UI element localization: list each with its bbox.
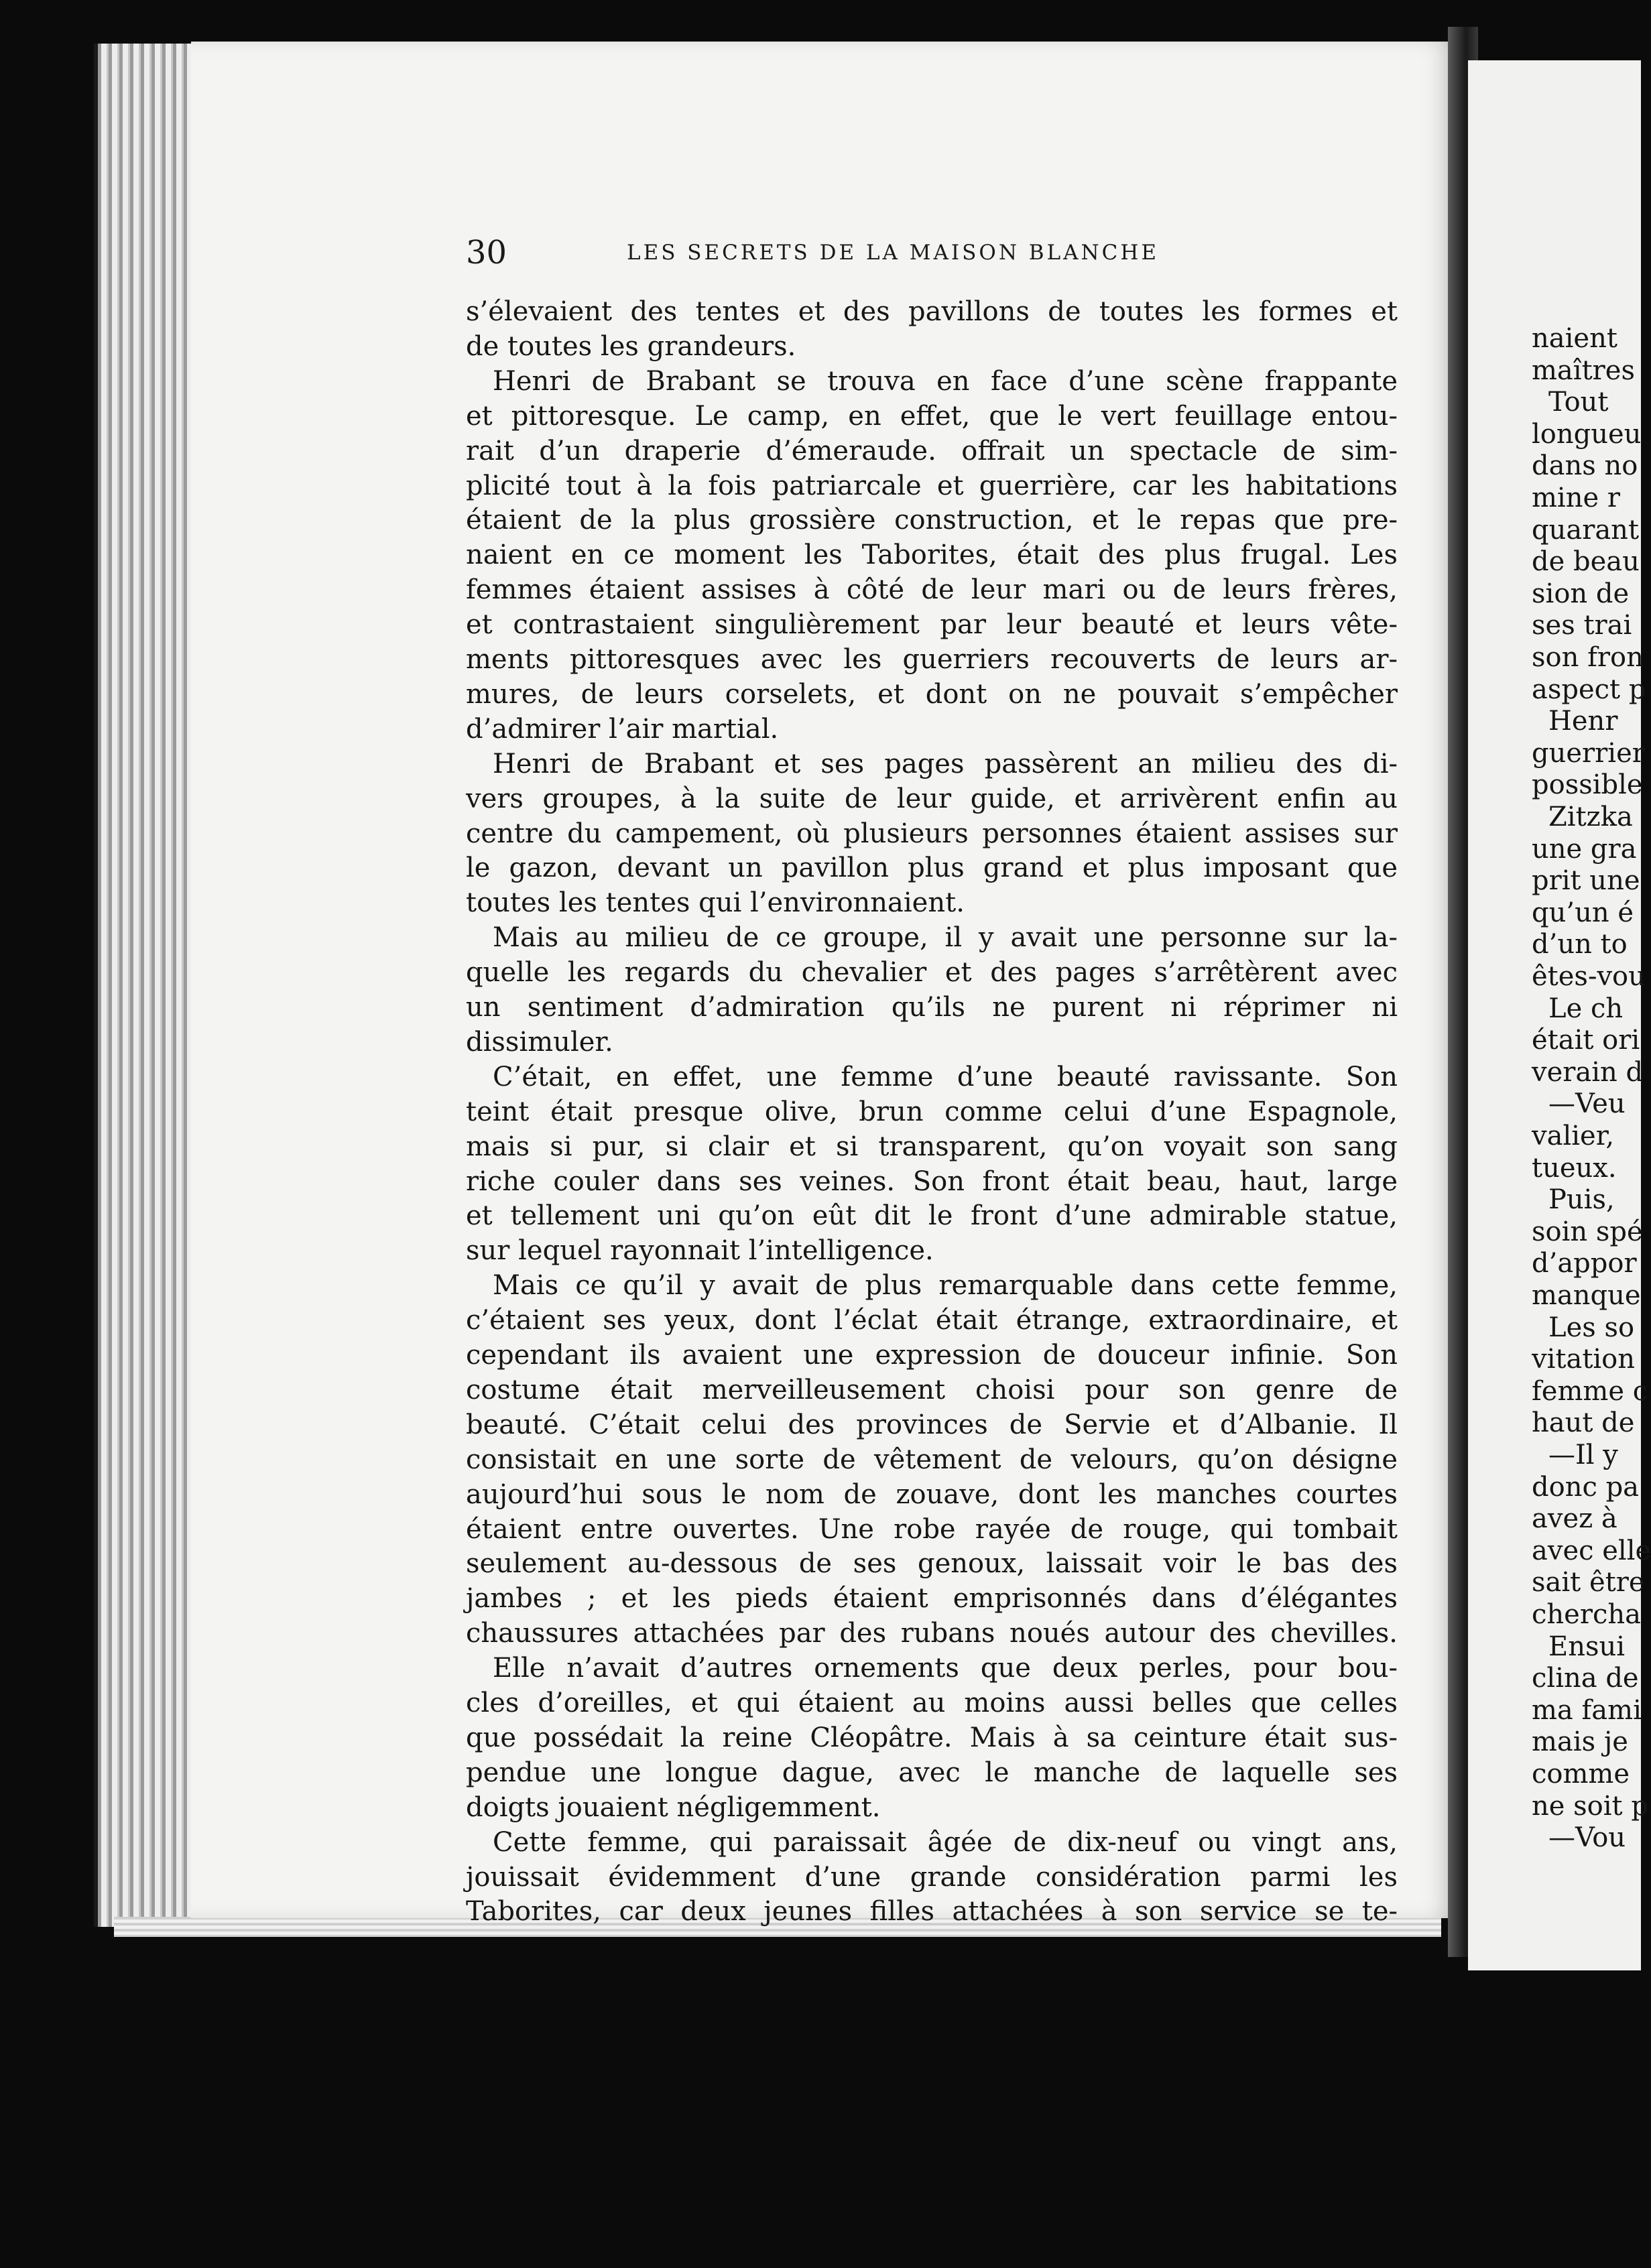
right-page-line: de beau <box>1532 546 1640 578</box>
text-line: consistait en une sorte de vêtement de velours, qu’on désigne <box>466 1444 1398 1475</box>
right-page-line: Ensui <box>1548 1631 1626 1662</box>
right-page-line: mine r <box>1532 483 1620 513</box>
right-page-line: aspect p <box>1532 674 1646 705</box>
right-page-line: donc pa <box>1532 1471 1640 1503</box>
right-page-line: longueu <box>1532 418 1642 450</box>
text-line: costume était merveilleusement choisi pour son genre de <box>466 1374 1398 1405</box>
right-page-line: quarant <box>1532 514 1640 546</box>
text-line: centre du campement, où plusieurs personnes étaient assises sur <box>466 818 1398 849</box>
right-page-line: Tout <box>1548 387 1609 418</box>
text-line: le gazon, devant un pavillon plus grand et plus imposant que <box>466 853 1398 884</box>
text-line: rait d’un draperie d’émeraude. offrait un spectacle de sim- <box>466 435 1398 466</box>
right-page-line: était ori <box>1532 1025 1640 1056</box>
right-page-line: son fron <box>1532 642 1644 673</box>
right-page-line: ne soit p <box>1532 1790 1648 1822</box>
right-page-line: comme <box>1532 1759 1630 1789</box>
right-page-line: sait être <box>1532 1567 1645 1598</box>
text-line: et pittoresque. Le camp, en effet, que le vert feuillage entou- <box>466 400 1398 432</box>
right-page-line: valier, <box>1532 1121 1615 1151</box>
text-line: s’élevaient des tentes et des pavillons de toutes les formes et <box>466 296 1398 327</box>
text-line: aujourd’hui sous le nom de zouave, dont les manches courtes <box>466 1478 1398 1510</box>
text-line: mais si pur, si clair et si transparent, qu’on voyait son sang <box>466 1131 1398 1162</box>
right-page-line: avez à <box>1532 1503 1617 1535</box>
right-page-line: —Veu <box>1548 1088 1626 1120</box>
text-line: C’était, en effet, une femme d’une beauté ravissante. Son <box>493 1061 1398 1092</box>
text-line: cependant ils avaient une expression de douceur infinie. Son <box>466 1340 1398 1371</box>
right-page-line: femme c <box>1532 1375 1648 1407</box>
right-page-line: une gra <box>1532 833 1637 865</box>
text-line: de toutes les grandeurs. <box>466 330 796 362</box>
text-line: jouissait évidemment d’une grande considération parmi les <box>466 1861 1398 1893</box>
text-line: ments pittoresques avec les guerriers recouverts de leurs ar- <box>466 644 1398 675</box>
right-page-line: manque <box>1532 1280 1641 1311</box>
text-line: Mais ce qu’il y avait de plus remarquable dans cette femme, <box>493 1270 1398 1302</box>
right-page-line: Henr <box>1548 706 1618 737</box>
right-page-line: sion de <box>1532 578 1630 609</box>
text-line: Taborites, car deux jeunes filles attachées à son service se te- <box>466 1896 1398 1928</box>
running-head: LES SECRETS DE LA MAISON BLANCHE <box>627 241 1160 265</box>
text-line: mures, de leurs corselets, et dont on ne pouvait s’empêcher <box>466 678 1398 710</box>
text-line: teint était presque olive, brun comme celui d’une Espagnole, <box>466 1096 1398 1127</box>
page-number: 30 <box>466 234 507 271</box>
body-text <box>466 295 1398 1928</box>
text-line: Mais au milieu de ce groupe, il y avait une personne sur la- <box>493 922 1398 954</box>
text-line: chaussures attachées par des rubans noués autour des chevilles. <box>466 1618 1398 1649</box>
text-line: jambes ; et les pieds étaient emprisonnés dans d’élégantes <box>466 1583 1398 1615</box>
text-line: un sentiment d’admiration qu’ils ne purent ni réprimer ni <box>466 992 1398 1023</box>
right-page-line: prit une <box>1532 865 1640 897</box>
right-page-line: d’appor <box>1532 1248 1637 1279</box>
right-page-line: qu’un é <box>1532 897 1634 928</box>
text-line: femmes étaient assises à côté de leur mari ou de leurs frères, <box>466 574 1398 606</box>
text-line: vers groupes, à la suite de leur guide, et arrivèrent enfin au <box>466 783 1398 814</box>
text-line: et tellement uni qu’on eût dit le front d’une admirable statue, <box>466 1200 1398 1232</box>
page-edges <box>94 44 198 1927</box>
text-line: étaient entre ouvertes. Une robe rayée de rouge, qui tombait <box>466 1513 1398 1545</box>
text-line: sur lequel rayonnait l’intelligence. <box>466 1235 934 1267</box>
text-line: Elle n’avait d’autres ornements que deux perles, pour bou- <box>493 1653 1398 1684</box>
text-line: riche couler dans ses veines. Son front était beau, haut, large <box>466 1166 1398 1197</box>
text-line: pendue une longue dague, avec le manche de laquelle ses <box>466 1757 1398 1788</box>
right-page-line: guerrier <box>1532 737 1645 769</box>
text-line: doigts jouaient négligemment. <box>466 1791 881 1823</box>
right-page-line: avec elle <box>1532 1535 1651 1566</box>
text-line: c’étaient ses yeux, dont l’éclat était étrange, extraordinaire, et <box>466 1305 1398 1336</box>
right-page-line: possible <box>1532 769 1643 801</box>
text-line: seulement au-dessous de ses genoux, laissait voir le bas des <box>466 1548 1398 1580</box>
right-page-line: Les so <box>1548 1312 1635 1343</box>
right-page-line: êtes-vou <box>1532 961 1646 992</box>
text-line: et contrastaient singulièrement par leur beauté et leurs vête- <box>466 609 1398 641</box>
right-page-line: —Vou <box>1548 1822 1626 1854</box>
right-page-line: Le ch <box>1548 993 1624 1024</box>
right-page-line: naient <box>1532 323 1617 354</box>
text-line: dissimuler. <box>466 1026 613 1058</box>
right-page-line: d’un to <box>1532 929 1628 960</box>
text-line: Henri de Brabant et ses pages passèrent an milieu des di- <box>493 748 1398 779</box>
right-page-line: Zitzka <box>1548 802 1633 832</box>
text-line: quelle les regards du chevalier et des pages s’arrêtèrent avec <box>466 957 1398 989</box>
right-page-line: soin spé <box>1532 1216 1643 1247</box>
right-page-line: —Il y <box>1548 1440 1618 1470</box>
text-line: étaient de la plus grossière construction, et le repas que pre- <box>466 505 1398 536</box>
text-line: d’admirer l’air martial. <box>466 713 779 745</box>
text-line: toutes les tentes qui l’environnaient. <box>466 887 965 919</box>
text-line: plicité tout à la fois patriarcale et guerrière, car les habitations <box>466 470 1398 501</box>
right-page-line: chercha <box>1532 1599 1641 1630</box>
text-line: Cette femme, qui paraissait âgée de dix-neuf ou vingt ans, <box>493 1826 1398 1858</box>
right-page-text <box>1532 322 1651 1854</box>
right-page-line: ma fami <box>1532 1694 1642 1726</box>
right-page-line: clina de <box>1532 1663 1639 1694</box>
right-page-line: Puis, <box>1548 1184 1615 1216</box>
text-line: naient en ce moment les Taborites, était des plus frugal. Les <box>466 540 1398 571</box>
right-page-line: vitation <box>1532 1344 1636 1375</box>
right-page-line: haut de <box>1532 1407 1635 1439</box>
text-line: cles d’oreilles, et qui étaient au moins aussi belles que celles <box>466 1688 1398 1718</box>
right-page-line: verain d <box>1532 1056 1644 1088</box>
right-page-line: maîtres <box>1532 355 1635 386</box>
page-header <box>466 229 1398 276</box>
text-line: que possédait la reine Cléopâtre. Mais à sa ceinture était sus- <box>466 1722 1398 1753</box>
right-page-line: mais je <box>1532 1726 1628 1758</box>
right-page-line: ses trai <box>1532 610 1632 641</box>
text-line: Henri de Brabant se trouva en face d’une scène frappante <box>493 365 1398 397</box>
right-page-line: tueux. <box>1532 1152 1617 1184</box>
right-page-line: dans no <box>1532 450 1638 482</box>
text-line: beauté. C’était celui des provinces de Servie et d’Albanie. Il <box>466 1409 1398 1440</box>
